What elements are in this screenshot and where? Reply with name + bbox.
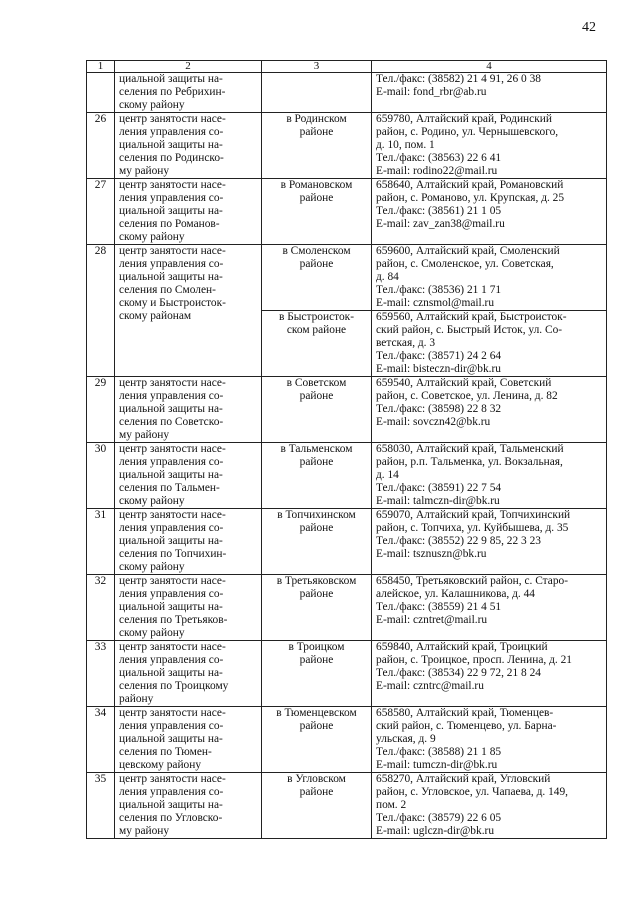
table-row [87, 707, 607, 773]
cell-line: 659070, Алтайский край, Топчихинский [376, 509, 571, 521]
cell-line: циальной защиты на- [119, 73, 223, 85]
cell-line: ления управления со- [119, 522, 224, 534]
cell-line: районе [299, 126, 334, 138]
district-cell [262, 73, 372, 113]
cell-line: скому району [119, 231, 185, 243]
cell-line: скому району [119, 99, 185, 111]
table-row [87, 179, 607, 245]
cell-line: скому районам [119, 310, 192, 322]
address-cell [372, 113, 607, 179]
cell-line: Тел./факс: (38579) 22 6 05 [376, 812, 502, 824]
cell-line: ления управления со- [119, 720, 224, 732]
cell-line: Тел./факс: (38591) 22 7 54 [376, 482, 502, 494]
address-cell [372, 245, 607, 311]
cell-line: д. 14 [376, 469, 399, 481]
cell-line: 658450, Третьяковский район, с. Старо- [376, 575, 569, 587]
cell-line: му району [119, 165, 170, 177]
cell-line: в Третьяковском [276, 575, 357, 587]
cell-line: 658640, Алтайский край, Романовский [376, 179, 564, 191]
district-cell [262, 773, 372, 839]
cell-line: районе [299, 258, 334, 270]
cell-line: 659780, Алтайский край, Родинский [376, 113, 552, 125]
cell-line: селения по Смолен- [119, 284, 216, 296]
cell-line: район, р.п. Тальменка, ул. Вокзальная, [376, 456, 563, 468]
address-cell [372, 73, 607, 113]
cell-line: 659560, Алтайский край, Быстроисток- [376, 311, 567, 323]
cell-line: районе [299, 390, 334, 402]
cell-line: циальной защиты на- [119, 139, 223, 151]
row-number-cell: 29 [87, 377, 115, 443]
cell-line: 658270, Алтайский край, Угловский [376, 773, 551, 785]
row-number-cell: 30 [87, 443, 115, 509]
cell-line: селения по Тальмен- [119, 482, 220, 494]
cell-line: район, с. Смоленское, ул. Советская, [376, 258, 554, 270]
cell-line: ления управления со- [119, 456, 224, 468]
cell-line: цевскому району [119, 759, 202, 771]
table-row [87, 509, 607, 575]
cell-line: ления управления со- [119, 654, 224, 666]
organization-cell [115, 113, 262, 179]
cell-line: циальной защиты на- [119, 403, 223, 415]
cell-line: селения по Угловско- [119, 812, 223, 824]
cell-line: циальной защиты на- [119, 205, 223, 217]
cell-line: район, с. Угловское, ул. Чапаева, д. 149, [376, 786, 569, 798]
cell-line: центр занятости насе- [119, 707, 226, 719]
cell-line: селения по Троицкому [119, 680, 229, 692]
employment-centers-table [86, 60, 607, 839]
table-row [87, 245, 607, 311]
row-number-cell: 33 [87, 641, 115, 707]
cell-line: район, с. Советское, ул. Ленина, д. 82 [376, 390, 558, 402]
cell-line: Тел./факс: (38588) 21 1 85 [376, 746, 502, 758]
cell-line: районе [299, 522, 334, 534]
cell-line: районе [299, 588, 334, 600]
cell-line: в Родинском [286, 113, 347, 125]
table-row [87, 641, 607, 707]
cell-line: в Советском [286, 377, 347, 389]
cell-line: район, с. Родино, ул. Чернышевского, [376, 126, 559, 138]
cell-line: район, с. Троицкое, просп. Ленина, д. 21 [376, 654, 572, 666]
cell-line: селения по Родинско- [119, 152, 224, 164]
cell-line: циальной защиты на- [119, 601, 223, 613]
cell-line: район, с. Топчиха, ул. Куйбышева, д. 35 [376, 522, 569, 534]
district-cell [262, 311, 372, 377]
cell-line: E-mail: tumczn-dir@bk.ru [376, 759, 498, 771]
address-cell [372, 575, 607, 641]
organization-cell [115, 73, 262, 113]
address-cell [372, 311, 607, 377]
cell-line: E-mail: czntrc@mail.ru [376, 680, 484, 692]
address-cell [372, 179, 607, 245]
page-number: 42 [582, 20, 596, 35]
cell-line: центр занятости насе- [119, 245, 226, 257]
cell-line: циальной защиты на- [119, 667, 223, 679]
header-cell: 1 [87, 61, 115, 73]
district-cell [262, 707, 372, 773]
district-cell [262, 575, 372, 641]
cell-line: ления управления со- [119, 192, 224, 204]
cell-line: ления управления со- [119, 126, 224, 138]
cell-line: 658030, Алтайский край, Тальменский [376, 443, 564, 455]
cell-line: селения по Романов- [119, 218, 220, 230]
cell-line: ский район, с. Тюменцево, ул. Барна- [376, 720, 557, 732]
cell-line: скому и Быстроисток- [119, 297, 226, 309]
cell-line: Тел./факс: (38561) 21 1 05 [376, 205, 502, 217]
organization-cell [115, 443, 262, 509]
row-number-cell: 26 [87, 113, 115, 179]
organization-cell [115, 377, 262, 443]
cell-line: циальной защиты на- [119, 535, 223, 547]
address-cell [372, 509, 607, 575]
cell-line: центр занятости насе- [119, 773, 226, 785]
organization-cell [115, 707, 262, 773]
table-row [87, 73, 607, 113]
cell-line: в Угловском [287, 773, 346, 785]
cell-line: районе [299, 192, 334, 204]
address-cell [372, 773, 607, 839]
cell-line: селения по Советско- [119, 416, 224, 428]
cell-line: ления управления со- [119, 588, 224, 600]
cell-line: ском районе [286, 324, 347, 336]
address-cell [372, 641, 607, 707]
cell-line: селения по Третьяков- [119, 614, 228, 626]
cell-line: пом. 2 [376, 799, 407, 811]
cell-line: скому району [119, 495, 185, 507]
cell-line: му району [119, 429, 170, 441]
cell-line: циальной защиты на- [119, 271, 223, 283]
cell-line: центр занятости насе- [119, 113, 226, 125]
cell-line: E-mail: fond_rbr@ab.ru [376, 86, 487, 98]
organization-cell [115, 245, 262, 377]
cell-line: в Смоленском [282, 245, 351, 257]
cell-line: циальной защиты на- [119, 733, 223, 745]
organization-cell [115, 641, 262, 707]
cell-line: районе [299, 654, 334, 666]
organization-cell [115, 575, 262, 641]
cell-line: Тел./факс: (38563) 22 6 41 [376, 152, 502, 164]
table-row [87, 773, 607, 839]
organization-cell [115, 509, 262, 575]
district-cell [262, 113, 372, 179]
district-cell [262, 377, 372, 443]
district-cell [262, 443, 372, 509]
cell-line: в Троицком [288, 641, 345, 653]
cell-line: район, с. Романово, ул. Крупская, д. 25 [376, 192, 565, 204]
cell-line: скому району [119, 561, 185, 573]
cell-line: ления управления со- [119, 786, 224, 798]
table-row [87, 113, 607, 179]
cell-line: E-mail: tsznuszn@bk.ru [376, 548, 487, 560]
cell-line: E-mail: talmczn-dir@bk.ru [376, 495, 500, 507]
cell-line: 659840, Алтайский край, Троицкий [376, 641, 548, 653]
cell-line: Тел./факс: (38571) 24 2 64 [376, 350, 502, 362]
address-cell [372, 377, 607, 443]
cell-line: Тел./факс: (38552) 22 9 85, 22 3 23 [376, 535, 541, 547]
cell-line: селения по Ребрихин- [119, 86, 226, 98]
district-cell [262, 245, 372, 311]
cell-line: циальной защиты на- [119, 799, 223, 811]
cell-line: районе [299, 456, 334, 468]
cell-line: центр занятости насе- [119, 377, 226, 389]
cell-line: ления управления со- [119, 390, 224, 402]
header-cell: 2 [115, 61, 262, 73]
cell-line: ветская, д. 3 [376, 337, 436, 349]
cell-line: району [119, 693, 154, 705]
cell-line: му району [119, 825, 170, 837]
district-cell [262, 509, 372, 575]
organization-cell [115, 179, 262, 245]
header-cell: 4 [372, 61, 607, 73]
table-row [87, 443, 607, 509]
cell-line: 659540, Алтайский край, Советский [376, 377, 552, 389]
cell-line: Тел./факс: (38582) 21 4 91, 26 0 38 [376, 73, 541, 85]
cell-line: центр занятости насе- [119, 575, 226, 587]
cell-line: центр занятости насе- [119, 443, 226, 455]
table-row [87, 377, 607, 443]
cell-line: скому району [119, 627, 185, 639]
cell-line: Тел./факс: (38534) 22 9 72, 21 8 24 [376, 667, 541, 679]
cell-line: E-mail: bisteczn-dir@bk.ru [376, 363, 501, 375]
row-number-cell: 31 [87, 509, 115, 575]
table-row [87, 575, 607, 641]
cell-line: д. 84 [376, 271, 399, 283]
cell-line: циальной защиты на- [119, 469, 223, 481]
cell-line: районе [299, 786, 334, 798]
district-cell [262, 641, 372, 707]
row-number-cell: 28 [87, 245, 115, 377]
cell-line: в Топчихинском [277, 509, 356, 521]
row-number-cell: 35 [87, 773, 115, 839]
cell-line: селения по Топчихин- [119, 548, 227, 560]
cell-line: ления управления со- [119, 258, 224, 270]
cell-line: E-mail: czntret@mail.ru [376, 614, 488, 626]
table-header-row [87, 61, 607, 73]
cell-line: 658580, Алтайский край, Тюменцев- [376, 707, 554, 719]
cell-line: E-mail: uglczn-dir@bk.ru [376, 825, 495, 837]
cell-line: E-mail: sovczn42@bk.ru [376, 416, 491, 428]
cell-line: алейское, ул. Калашникова, д. 44 [376, 588, 535, 600]
cell-line: д. 10, пом. 1 [376, 139, 435, 151]
cell-line: центр занятости насе- [119, 641, 226, 653]
cell-line: в Тюменцевском [276, 707, 357, 719]
cell-line: центр занятости насе- [119, 509, 226, 521]
cell-line: центр занятости насе- [119, 179, 226, 191]
cell-line: районе [299, 720, 334, 732]
address-cell [372, 443, 607, 509]
row-number-cell: 27 [87, 179, 115, 245]
row-number-cell [87, 73, 115, 113]
cell-line: селения по Тюмен- [119, 746, 212, 758]
header-cell: 3 [262, 61, 372, 73]
district-cell [262, 179, 372, 245]
row-number-cell: 34 [87, 707, 115, 773]
organization-cell [115, 773, 262, 839]
address-cell [372, 707, 607, 773]
cell-line: Тел./факс: (38559) 21 4 51 [376, 601, 502, 613]
cell-line: E-mail: cznsmol@mail.ru [376, 297, 495, 309]
cell-line: 659600, Алтайский край, Смоленский [376, 245, 560, 257]
cell-line: ульская, д. 9 [376, 733, 436, 745]
cell-line: в Тальменском [280, 443, 353, 455]
row-number-cell: 32 [87, 575, 115, 641]
cell-line: ский район, с. Быстрый Исток, ул. Со- [376, 324, 563, 336]
cell-line: Тел./факс: (38598) 22 8 32 [376, 403, 502, 415]
cell-line: E-mail: rodino22@mail.ru [376, 165, 498, 177]
cell-line: в Романовском [280, 179, 353, 191]
cell-line: в Быстроисток- [279, 311, 354, 323]
cell-line: Тел./факс: (38536) 21 1 71 [376, 284, 502, 296]
cell-line: E-mail: zav_zan38@mail.ru [376, 218, 505, 230]
